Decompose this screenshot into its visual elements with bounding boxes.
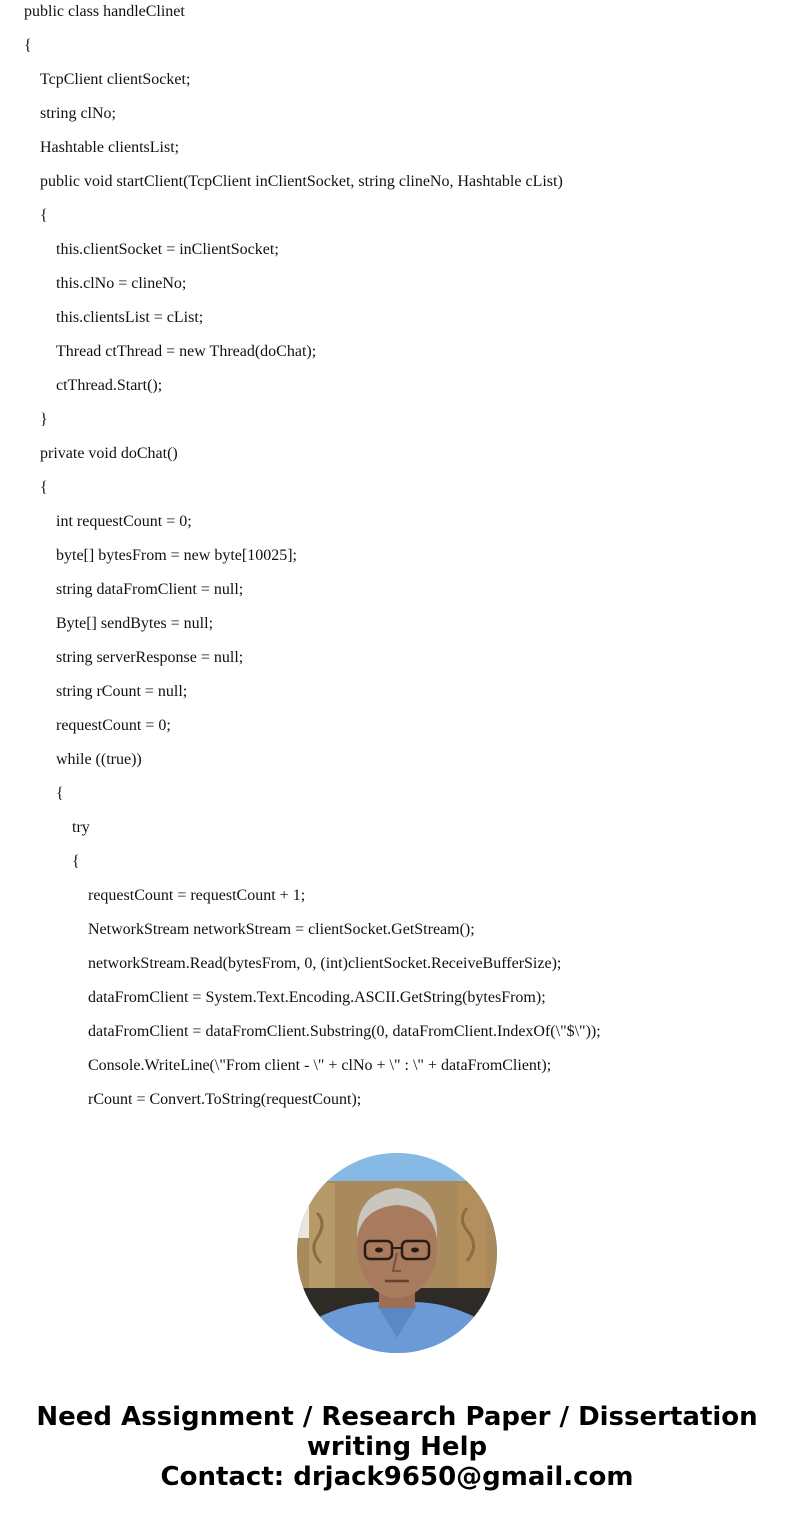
portrait-photo-icon bbox=[297, 1153, 497, 1353]
code-line: { bbox=[40, 207, 48, 224]
code-line: ctThread.Start(); bbox=[56, 377, 163, 394]
promo-line-2: writing Help bbox=[306, 1432, 488, 1462]
promo-line-1: Need Assignment / Research Paper / Dissertation bbox=[36, 1402, 758, 1432]
code-line: { bbox=[40, 479, 48, 496]
code-line: byte[] bytesFrom = new byte[10025]; bbox=[56, 547, 297, 564]
promo-contact-line: Contact: drjack9650@gmail.com bbox=[160, 1462, 634, 1492]
code-line: Console.WriteLine(\"From client - \" + clNo + \" : \" + dataFromClient); bbox=[88, 1057, 552, 1074]
code-line: dataFromClient = System.Text.Encoding.ASCII.GetString(bytesFrom); bbox=[88, 989, 546, 1006]
code-line: string dataFromClient = null; bbox=[56, 581, 244, 598]
code-line: public class handleClinet bbox=[24, 3, 185, 20]
code-line: string clNo; bbox=[40, 105, 116, 122]
code-line: { bbox=[56, 785, 64, 802]
code-line: this.clientsList = cList; bbox=[56, 309, 204, 326]
author-avatar bbox=[297, 1153, 497, 1353]
code-line: dataFromClient = dataFromClient.Substring(0, dataFromClient.IndexOf(\"$\")); bbox=[88, 1023, 601, 1040]
code-line: this.clientSocket = inClientSocket; bbox=[56, 241, 279, 258]
code-line: { bbox=[24, 37, 32, 54]
code-line: Thread ctThread = new Thread(doChat); bbox=[56, 343, 317, 360]
code-line: Byte[] sendBytes = null; bbox=[56, 615, 214, 632]
code-line: TcpClient clientSocket; bbox=[40, 71, 191, 88]
code-line: Hashtable clientsList; bbox=[40, 139, 180, 156]
code-line: try bbox=[72, 819, 90, 836]
code-line: networkStream.Read(bytesFrom, 0, (int)clientSocket.ReceiveBufferSize); bbox=[88, 955, 562, 972]
code-line: } bbox=[40, 411, 48, 428]
code-line: { bbox=[72, 853, 80, 870]
code-line: rCount = Convert.ToString(requestCount); bbox=[88, 1091, 362, 1108]
code-line: private void doChat() bbox=[40, 445, 178, 462]
code-line: while ((true)) bbox=[56, 751, 142, 768]
code-line: string serverResponse = null; bbox=[56, 649, 244, 666]
code-line: NetworkStream networkStream = clientSocket.GetStream(); bbox=[88, 921, 475, 938]
code-line: this.clNo = clineNo; bbox=[56, 275, 187, 292]
code-line: string rCount = null; bbox=[56, 683, 188, 700]
code-line: requestCount = 0; bbox=[56, 717, 171, 734]
code-line: requestCount = requestCount + 1; bbox=[88, 887, 306, 904]
promo-banner bbox=[0, 1402, 794, 1492]
code-line: public void startClient(TcpClient inClientSocket, string clineNo, Hashtable cList) bbox=[40, 173, 563, 190]
code-line: int requestCount = 0; bbox=[56, 513, 192, 530]
